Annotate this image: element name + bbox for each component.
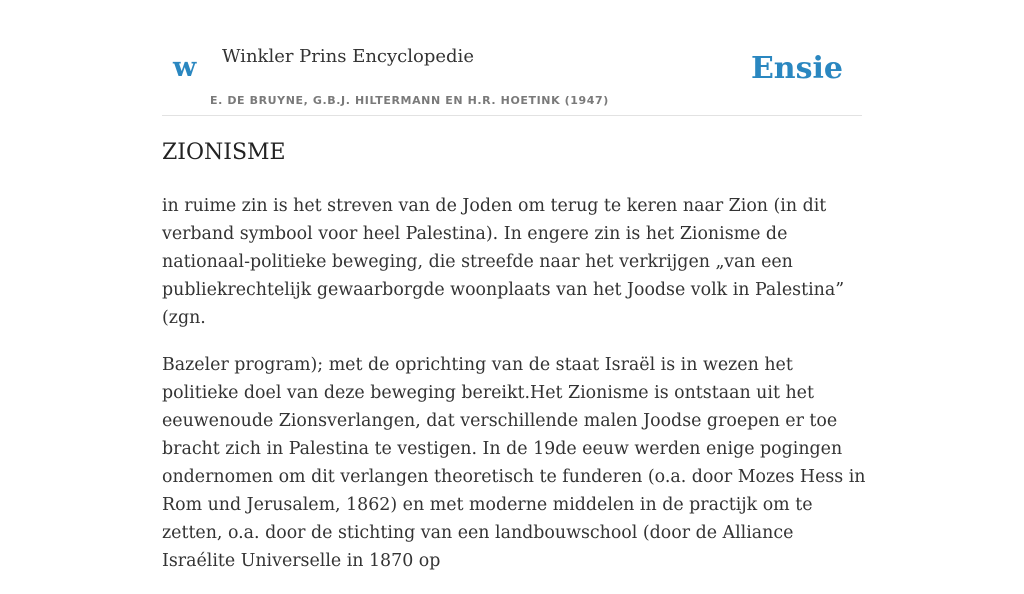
article-paragraph-1: in ruime zin is het streven van de Joden om terug te keren naar Zion (in dit verband symbool voor heel Palestina). In engere zin is het Zionisme de nationaal-politieke beweging, die streefde naar het verkrijgen „van een publiekrechtelijk gewaarborgde woonplaats van het Joodse volk in Palestina” (zgn.: [162, 196, 845, 328]
publication-title[interactable]: Winkler Prins Encyclopedie: [222, 46, 474, 67]
publication-authors: E. DE BRUYNE, G.B.J. HILTERMANN EN H.R. HOETINK (1947): [210, 94, 609, 107]
winkler-prins-logo-icon[interactable]: w: [173, 52, 197, 83]
article-paragraph-2: Bazeler program); met de oprichting van de staat Israël is in wezen het politieke doel van deze beweging bereikt.Het Zionisme is ontstaan uit het eeuwenoude Zionsverlangen, dat verschillende malen Joodse groepen er toe bracht zich in Palestina te vestigen. In de 19de eeuw werden enige pogingen ondernomen om dit verlangen theoretisch te funderen (o.a. door Mozes Hess in Rom und Jerusalem, 1862) en met moderne middelen in de practijk om te zetten, o.a. door de stichting van een landbouwschool (door de Alliance Israélite Universelle in 1870 op: [162, 355, 866, 571]
article-body: [162, 192, 872, 594]
site-header: [162, 40, 862, 116]
article-title: ZIONISME: [162, 140, 286, 165]
ensie-logo[interactable]: Ensie: [750, 51, 843, 86]
